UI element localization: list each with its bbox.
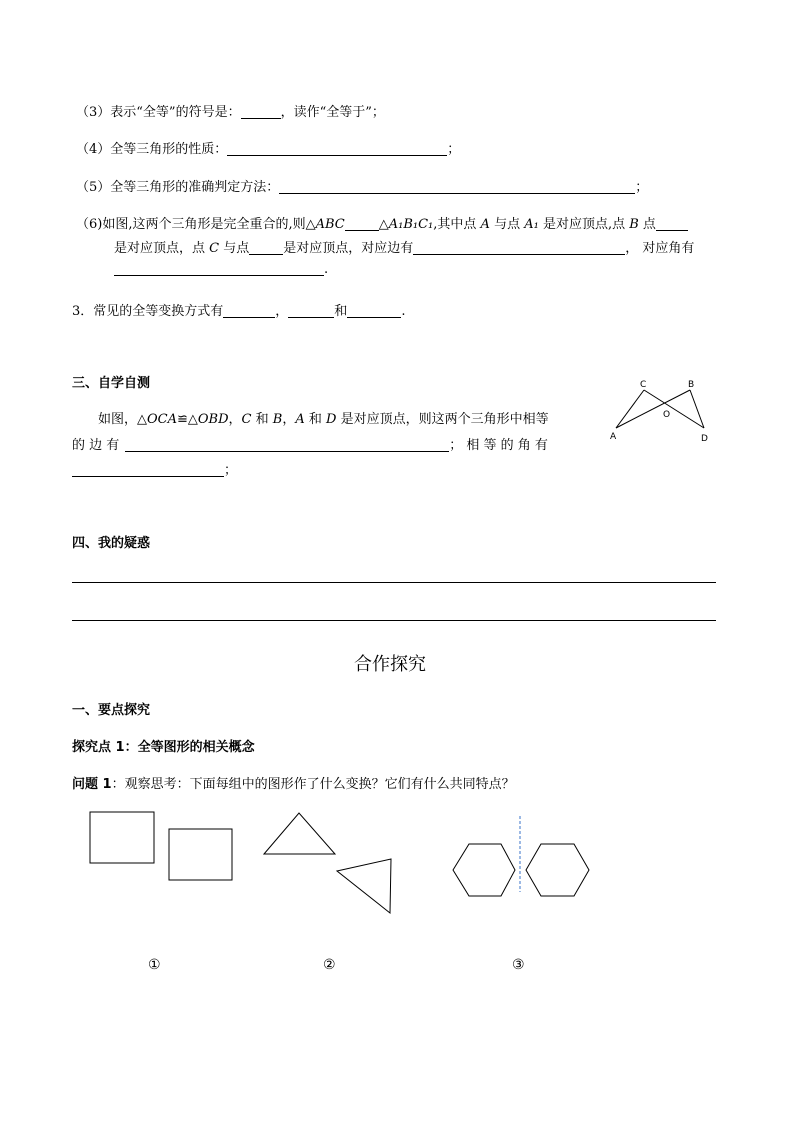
label-b: B bbox=[688, 380, 695, 390]
square-2 bbox=[169, 829, 232, 880]
item-6-line-3: . bbox=[114, 262, 328, 277]
blank-equal-sides[interactable] bbox=[125, 438, 449, 452]
blank-transform-3[interactable] bbox=[347, 304, 401, 318]
item-4: （4）全等三角形的性质： ； bbox=[76, 142, 461, 157]
blank-corresponding-sides[interactable] bbox=[413, 241, 625, 255]
transform-figures bbox=[84, 806, 604, 922]
figure-label-2: ② bbox=[323, 957, 336, 973]
hexagon-1 bbox=[453, 844, 515, 896]
square-1 bbox=[90, 812, 154, 863]
label-a: A bbox=[610, 432, 617, 442]
blank-equal-angles[interactable] bbox=[72, 463, 224, 477]
doubts-line-1[interactable] bbox=[72, 582, 716, 583]
label-c: C bbox=[640, 380, 647, 390]
blank-properties[interactable] bbox=[227, 142, 447, 156]
item-6-line-1: （6)如图,这两个三角形是完全重合的,则△ABC △A₁B₁C₁,其中点 A 与点 A₁ 是对应顶点,点 B 点 bbox=[76, 213, 688, 232]
figure-label-3: ③ bbox=[512, 957, 525, 973]
selftest-line-1: 如图，△OCA≌△OBD，C 和 B，A 和 D 是对应顶点，则这两个三角形中相等 bbox=[98, 412, 549, 427]
doubts-line-2[interactable] bbox=[72, 620, 716, 621]
segment-bd bbox=[690, 390, 704, 428]
selftest-line-3: ； bbox=[72, 459, 237, 478]
item-3: （3）表示“全等”的符号是： ，读作“全等于”； bbox=[76, 105, 385, 120]
selftest-line-2: 的 边 有 ； 相 等 的 角 有 bbox=[72, 438, 548, 453]
selftest-heading: 三、自学自测 bbox=[72, 376, 151, 391]
triangle-1 bbox=[264, 813, 335, 854]
triangle-2 bbox=[337, 859, 391, 913]
blank-point-c[interactable] bbox=[249, 241, 283, 255]
item-6-line-2: 是对应顶点，点 C 与点 是对应顶点，对应边有 ， 对应角有 bbox=[114, 241, 695, 256]
coop-heading-2: 探究点 1：全等图形的相关概念 bbox=[72, 740, 255, 755]
label-o: O bbox=[663, 410, 671, 420]
blank-corresponding-angles[interactable] bbox=[114, 262, 324, 276]
blank-symbol[interactable] bbox=[241, 105, 281, 119]
blank-transform-2[interactable] bbox=[288, 304, 334, 318]
coop-title: 合作探究 bbox=[354, 654, 426, 675]
segment-ac bbox=[616, 390, 644, 428]
blank-criteria[interactable] bbox=[279, 180, 635, 194]
blank-transform-1[interactable] bbox=[223, 304, 275, 318]
item-5: （5）全等三角形的准确判定方法： ； bbox=[76, 180, 649, 195]
crossed-triangles-figure bbox=[604, 376, 720, 448]
item-transformations: 3．常见的全等变换方式有 ， 和 . bbox=[72, 304, 406, 319]
doubts-heading: 四、我的疑惑 bbox=[72, 536, 151, 551]
question-1: 问题 1：观察思考：下面每组中的图形作了什么变换？它们有什么共同特点？ bbox=[72, 777, 515, 792]
label-d: D bbox=[701, 434, 708, 444]
figure-label-1: ① bbox=[148, 957, 161, 973]
blank-congruence[interactable] bbox=[345, 217, 379, 231]
hexagon-2 bbox=[526, 844, 589, 896]
blank-point-b[interactable] bbox=[656, 217, 688, 231]
coop-heading-1: 一、要点探究 bbox=[72, 703, 151, 718]
